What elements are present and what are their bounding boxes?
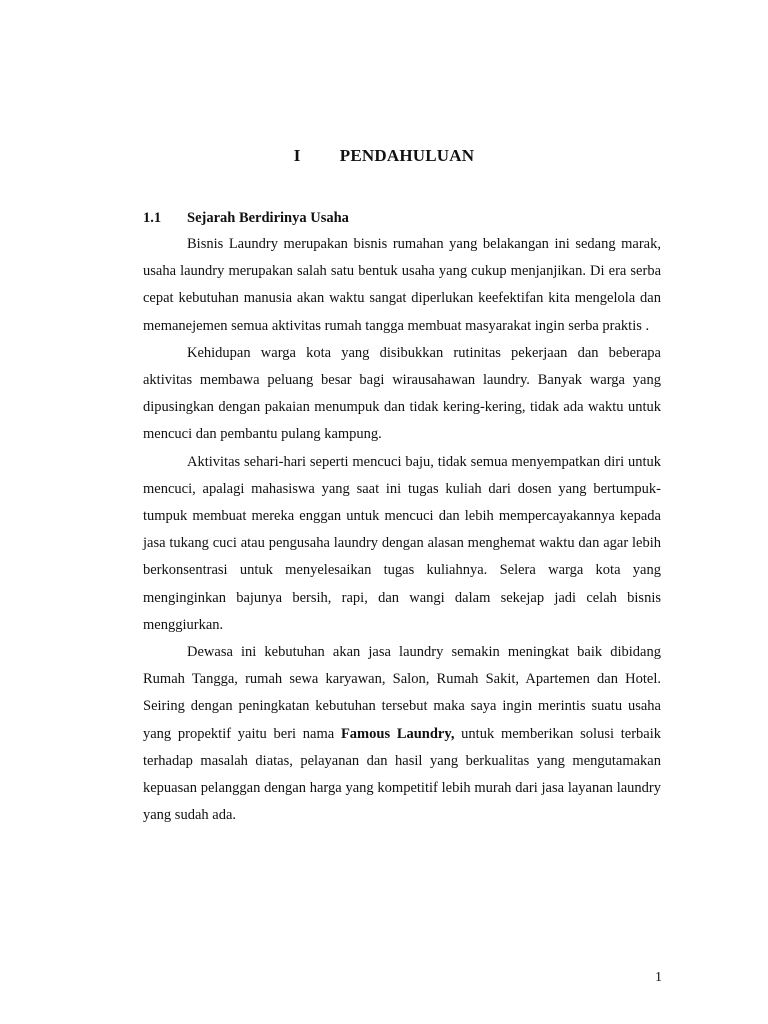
section-number: 1.1 bbox=[143, 210, 162, 226]
paragraph-3: Aktivitas sehari-hari seperti mencuci baju, tidak semua menyempatkan diri untuk mencuci, apalagi mahasiswa yang saat ini tugas kuliah dari dosen yang bertumpuk-tumpuk membuat mereka enggan untuk mencuci dan lebih mempercayakannya kepada jasa tukang cuci atau pengusaha laundry dengan alasan menghemat waktu dan agar lebih berkonsentrasi untuk menyelesaikan tugas kuliahnya. Selera warga kota yang menginginkan bajunya bersih, rapi, dan wangi dalam sekejap jadi celah bisnis menggiurkan. bbox=[143, 453, 661, 633]
paragraph-1: Bisnis Laundry merupakan bisnis rumahan yang belakangan ini sedang marak, usaha laundry merupakan salah satu bentuk usaha yang cukup menjanjikan. Di era serba cepat kebutuhan manusia akan waktu sangat diperlukan keefektifan kita mengelola dan memanejemen semua aktivitas rumah tangga membuat masyarakat ingin serba praktis . bbox=[143, 236, 661, 334]
paragraph-2: Kehidupan warga kota yang disibukkan rutinitas pekerjaan dan beberapa aktivitas membawa peluang besar bagi wirausahawan laundry. Banyak warga yang dipusingkan dengan pakaian menumpuk dan tidak kering-kering, tidak ada waktu untuk mencuci dan pembantu pulang kampung. bbox=[143, 344, 661, 443]
paragraph-4-text-end: untuk memberikan solusi terbaik terhadap masalah diatas, pelayanan dan hasil yang berkualitas yang mengutamakan kepuasan pelanggan dengan harga yang kompetitif lebih murah dari jasa layanan laundry yang sudah ada. bbox=[143, 725, 661, 824]
paragraph-4-text-start: Dewasa ini kebutuhan akan jasa laundry semakin meningkat baik dibidang Rumah Tangga, rumah sewa karyawan, Salon, Rumah Sakit, Apartemen dan Hotel. Seiring dengan peningkatan kebutuhan tersebut maka saya ingin merintis suatu usaha yang propektif yaitu beri nama bbox=[143, 644, 661, 742]
paragraph-4 bbox=[143, 639, 661, 829]
chapter-number: I bbox=[293, 146, 301, 165]
section-title: Sejarah Berdirinya Usaha bbox=[187, 210, 349, 226]
chapter-title bbox=[0, 146, 768, 166]
body-text bbox=[143, 231, 661, 829]
chapter-name: PENDAHULUAN bbox=[339, 146, 475, 165]
brand-name: Famous Laundry, bbox=[340, 725, 455, 742]
page-number: 1 bbox=[655, 970, 662, 985]
section-heading bbox=[143, 210, 349, 227]
